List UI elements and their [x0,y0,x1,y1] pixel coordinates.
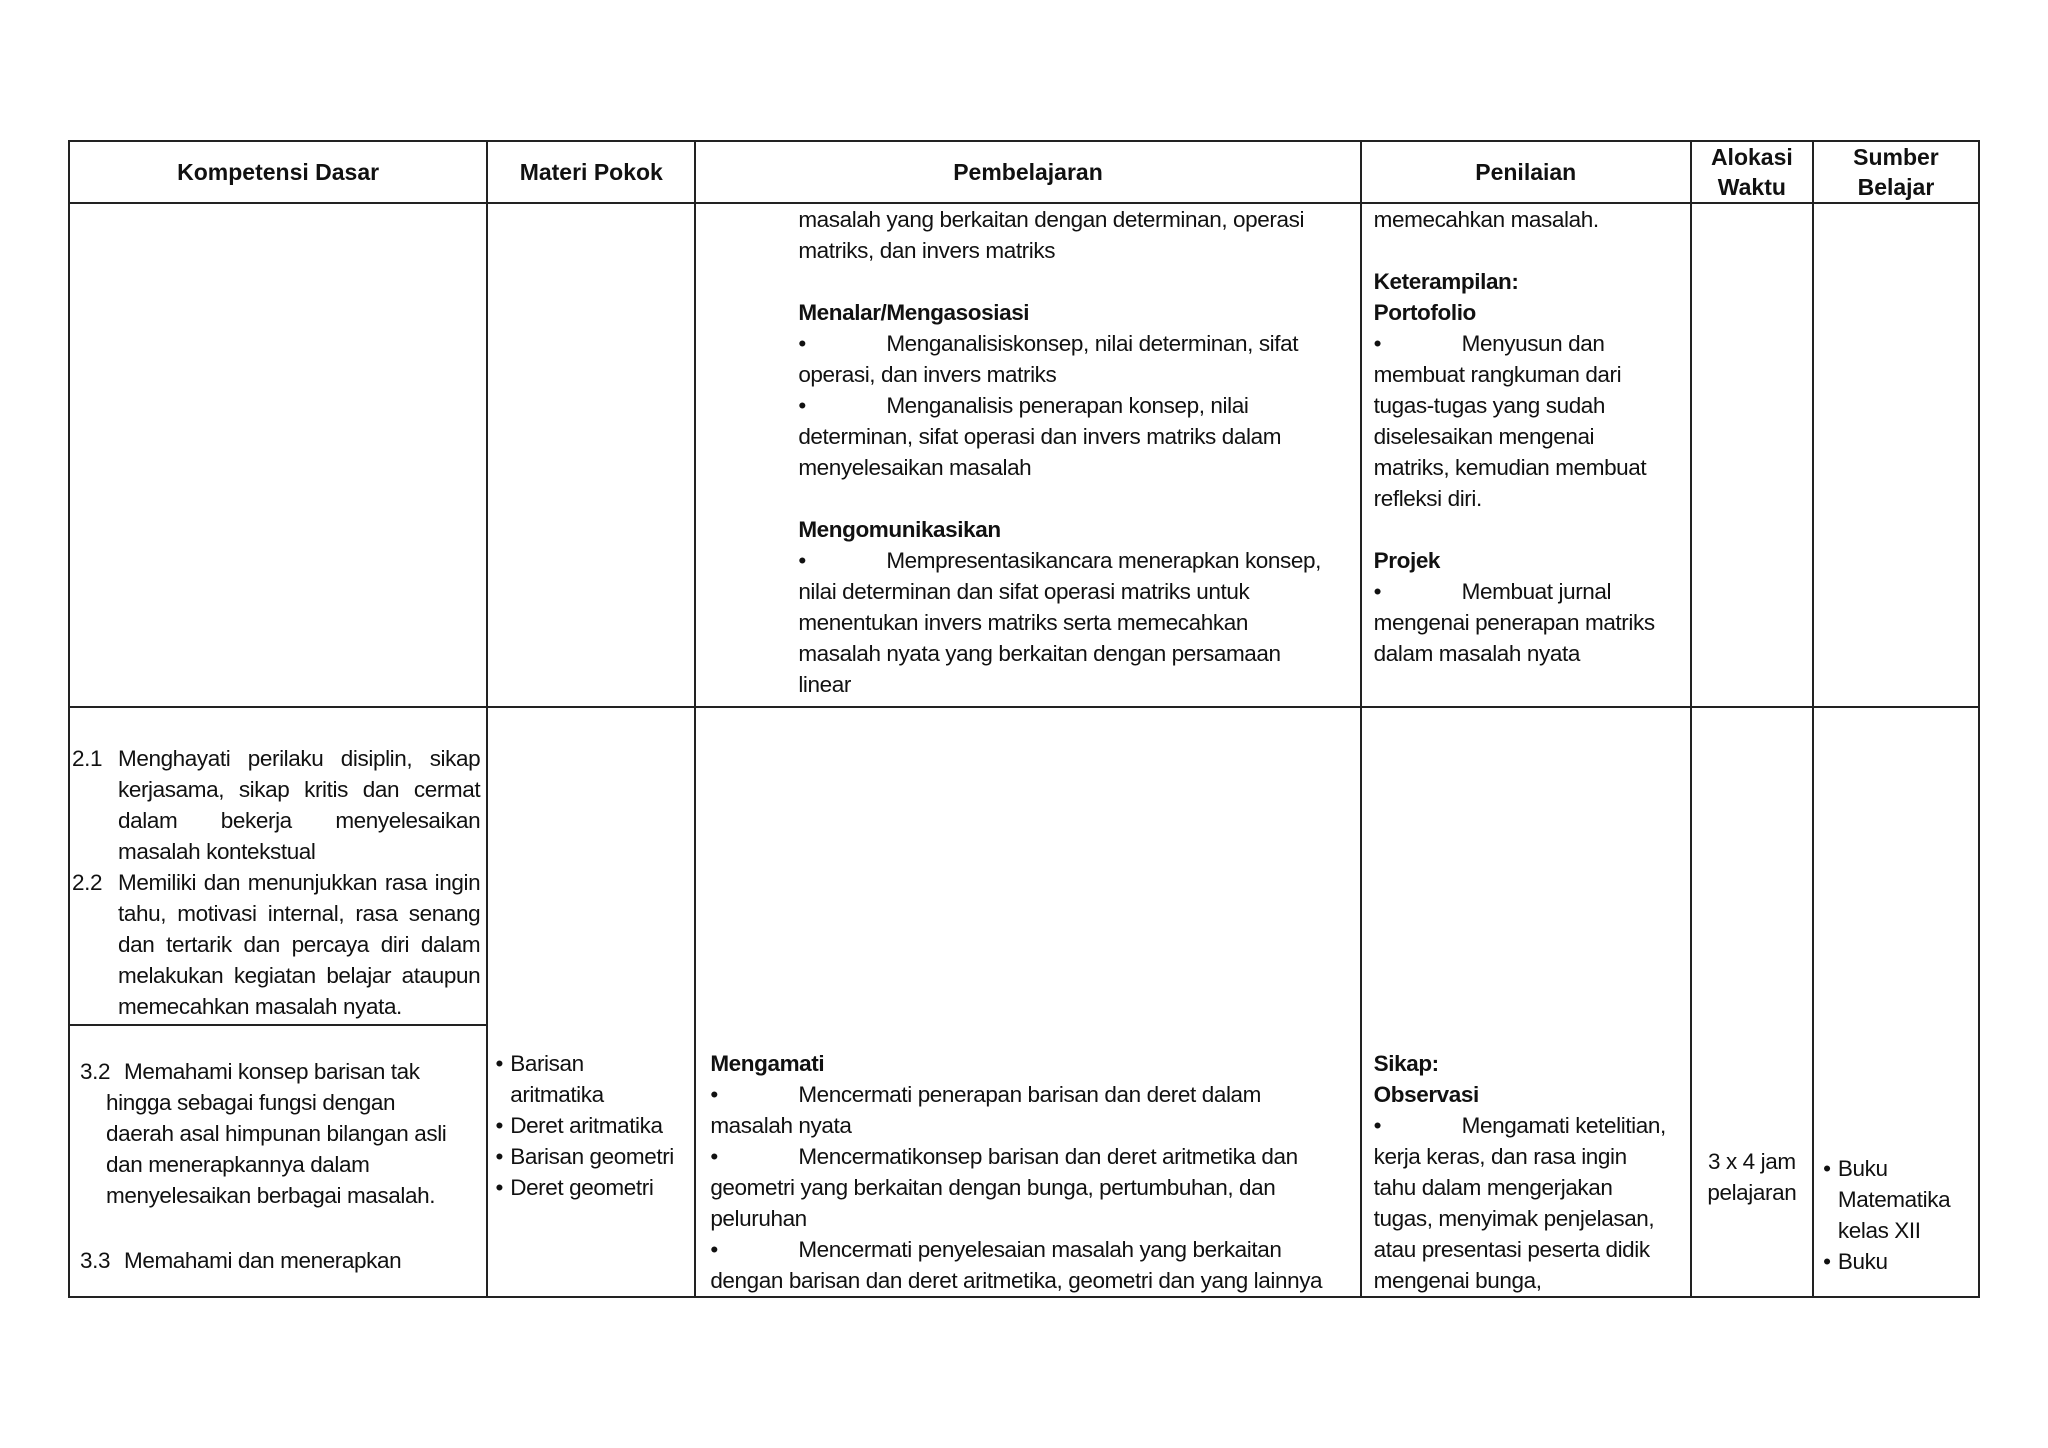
header-materi-pokok: Materi Pokok [487,141,695,203]
portofolio-item: • Menyusun dan membuat rangkuman dari tugas-tugas yang sudah diselesaikan mengenai matriks, kemudian membuat refleksi diri. [1373,331,1647,511]
alokasi-waktu-value: 3 x 4 jam pelajaran [1707,1149,1797,1205]
pembelajaran-cell [695,203,1360,707]
header-alokasi-waktu: Alokasi Waktu [1691,141,1813,203]
kd-item-2-1: 2.1 Menghayati perilaku disiplin, sikap kerjasama, sikap kritis dan cermat dalam bekerja menyelesaikan masalah kontekstual [72,746,481,864]
projek-heading: Projek [1373,548,1441,573]
header-penilaian: Penilaian [1361,141,1691,203]
header-kompetensi-dasar: Kompetensi Dasar [69,141,487,203]
materi-list [488,1048,694,1203]
sikap-heading: Sikap: [1373,1051,1439,1076]
materi-cell [487,707,695,1297]
kd-cell-empty [69,203,487,707]
pembelajaran-cell-2 [695,707,1360,1297]
materi-item: • Barisan aritmatika [495,1051,604,1107]
alokasi-cell [1691,707,1813,1297]
alokasi-cell-empty [1691,203,1813,707]
sumber-list [1814,1153,1978,1277]
materi-cell-empty [487,203,695,707]
sumber-item: • Buku [1823,1249,1888,1274]
penilaian-cell-2 [1361,707,1691,1297]
kd-cell-sikap [69,707,487,1025]
materi-item: • Deret aritmatika [495,1113,663,1138]
mengamati-item: • Mencermati penerapan barisan dan deret dalam masalah nyata [710,1082,1262,1138]
mengamati-heading: Mengamati [710,1051,825,1076]
mengamati-item: • Mencermatikonsep barisan dan deret aritmetika dan geometri yang berkaitan dengan bunga, pertumbuhan, dan peluruhan [710,1144,1298,1231]
table-row-kd-sikap [69,707,1979,1025]
header-row [69,141,1979,203]
menalar-heading: Menalar/Mengasosiasi [798,300,1030,325]
syllabus-table [68,140,1980,1298]
menalar-item: • Menganalisis penerapan konsep, nilai determinan, sifat operasi dan invers matriks dalam menyelesaikan masalah [798,393,1282,480]
mengamati-item: • Mencermati penyelesaian masalah yang berkaitan dengan barisan dan deret aritmetika, geometri dan yang lainnya [710,1237,1323,1293]
menalar-item: • Menganalisiskonsep, nilai determinan, sifat operasi, dan invers matriks [798,331,1299,387]
observasi-heading: Observasi [1373,1082,1479,1107]
portofolio-heading: Portofolio [1373,300,1476,325]
projek-item: • Membuat jurnal mengenai penerapan matriks dalam masalah nyata [1373,579,1655,666]
penilaian-cell [1361,203,1691,707]
kd-cell-pengetahuan [69,1025,487,1297]
header-sumber-belajar: Sumber Belajar [1813,141,1979,203]
kd-item-3-3: 3.3 Memahami dan menerapkan [80,1247,402,1273]
pemb-intro: masalah yang berkaitan dengan determinan, operasi matriks, dan invers matriks [798,207,1305,263]
sumber-cell-empty [1813,203,1979,707]
penilaian-intro: memecahkan masalah. [1373,207,1599,232]
materi-item: • Barisan geometri [495,1144,674,1169]
keterampilan-heading: Keterampilan: [1373,269,1519,294]
komunikasi-item: • Mempresentasikancara menerapkan konsep, nilai determinan dan sifat operasi matriks untuk menentukan invers matriks serta memecahkan masalah nyata yang berkaitan dengan persamaan linear [798,548,1321,697]
sumber-item: • Buku Matematika kelas XII [1823,1156,1951,1243]
sumber-cell [1813,707,1979,1297]
header-pembelajaran: Pembelajaran [695,141,1360,203]
table-row-continuation [69,203,1979,707]
kd-item-3-2: 3.2 Memahami konsep barisan tak hingga sebagai fungsi dengan daerah asal himpunan bilangan asli dan menerapkannya dalam menyelesaikan berbagai masalah. [80,1058,447,1208]
materi-item: • Deret geometri [495,1175,654,1200]
observasi-item: • Mengamati ketelitian, kerja keras, dan rasa ingin tahu dalam mengerjakan tugas, menyimak penjelasan, atau presentasi peserta didik mengenai bunga, [1373,1113,1666,1293]
kd-item-2-2: 2.2 Memiliki dan menunjukkan rasa ingin tahu, motivasi internal, rasa senang dan tertarik dan percaya diri dalam melakukan kegiatan belajar ataupun memecahkan masalah nyata. [72,870,481,1019]
mengomunikasikan-heading: Mengomunikasikan [798,517,1001,542]
